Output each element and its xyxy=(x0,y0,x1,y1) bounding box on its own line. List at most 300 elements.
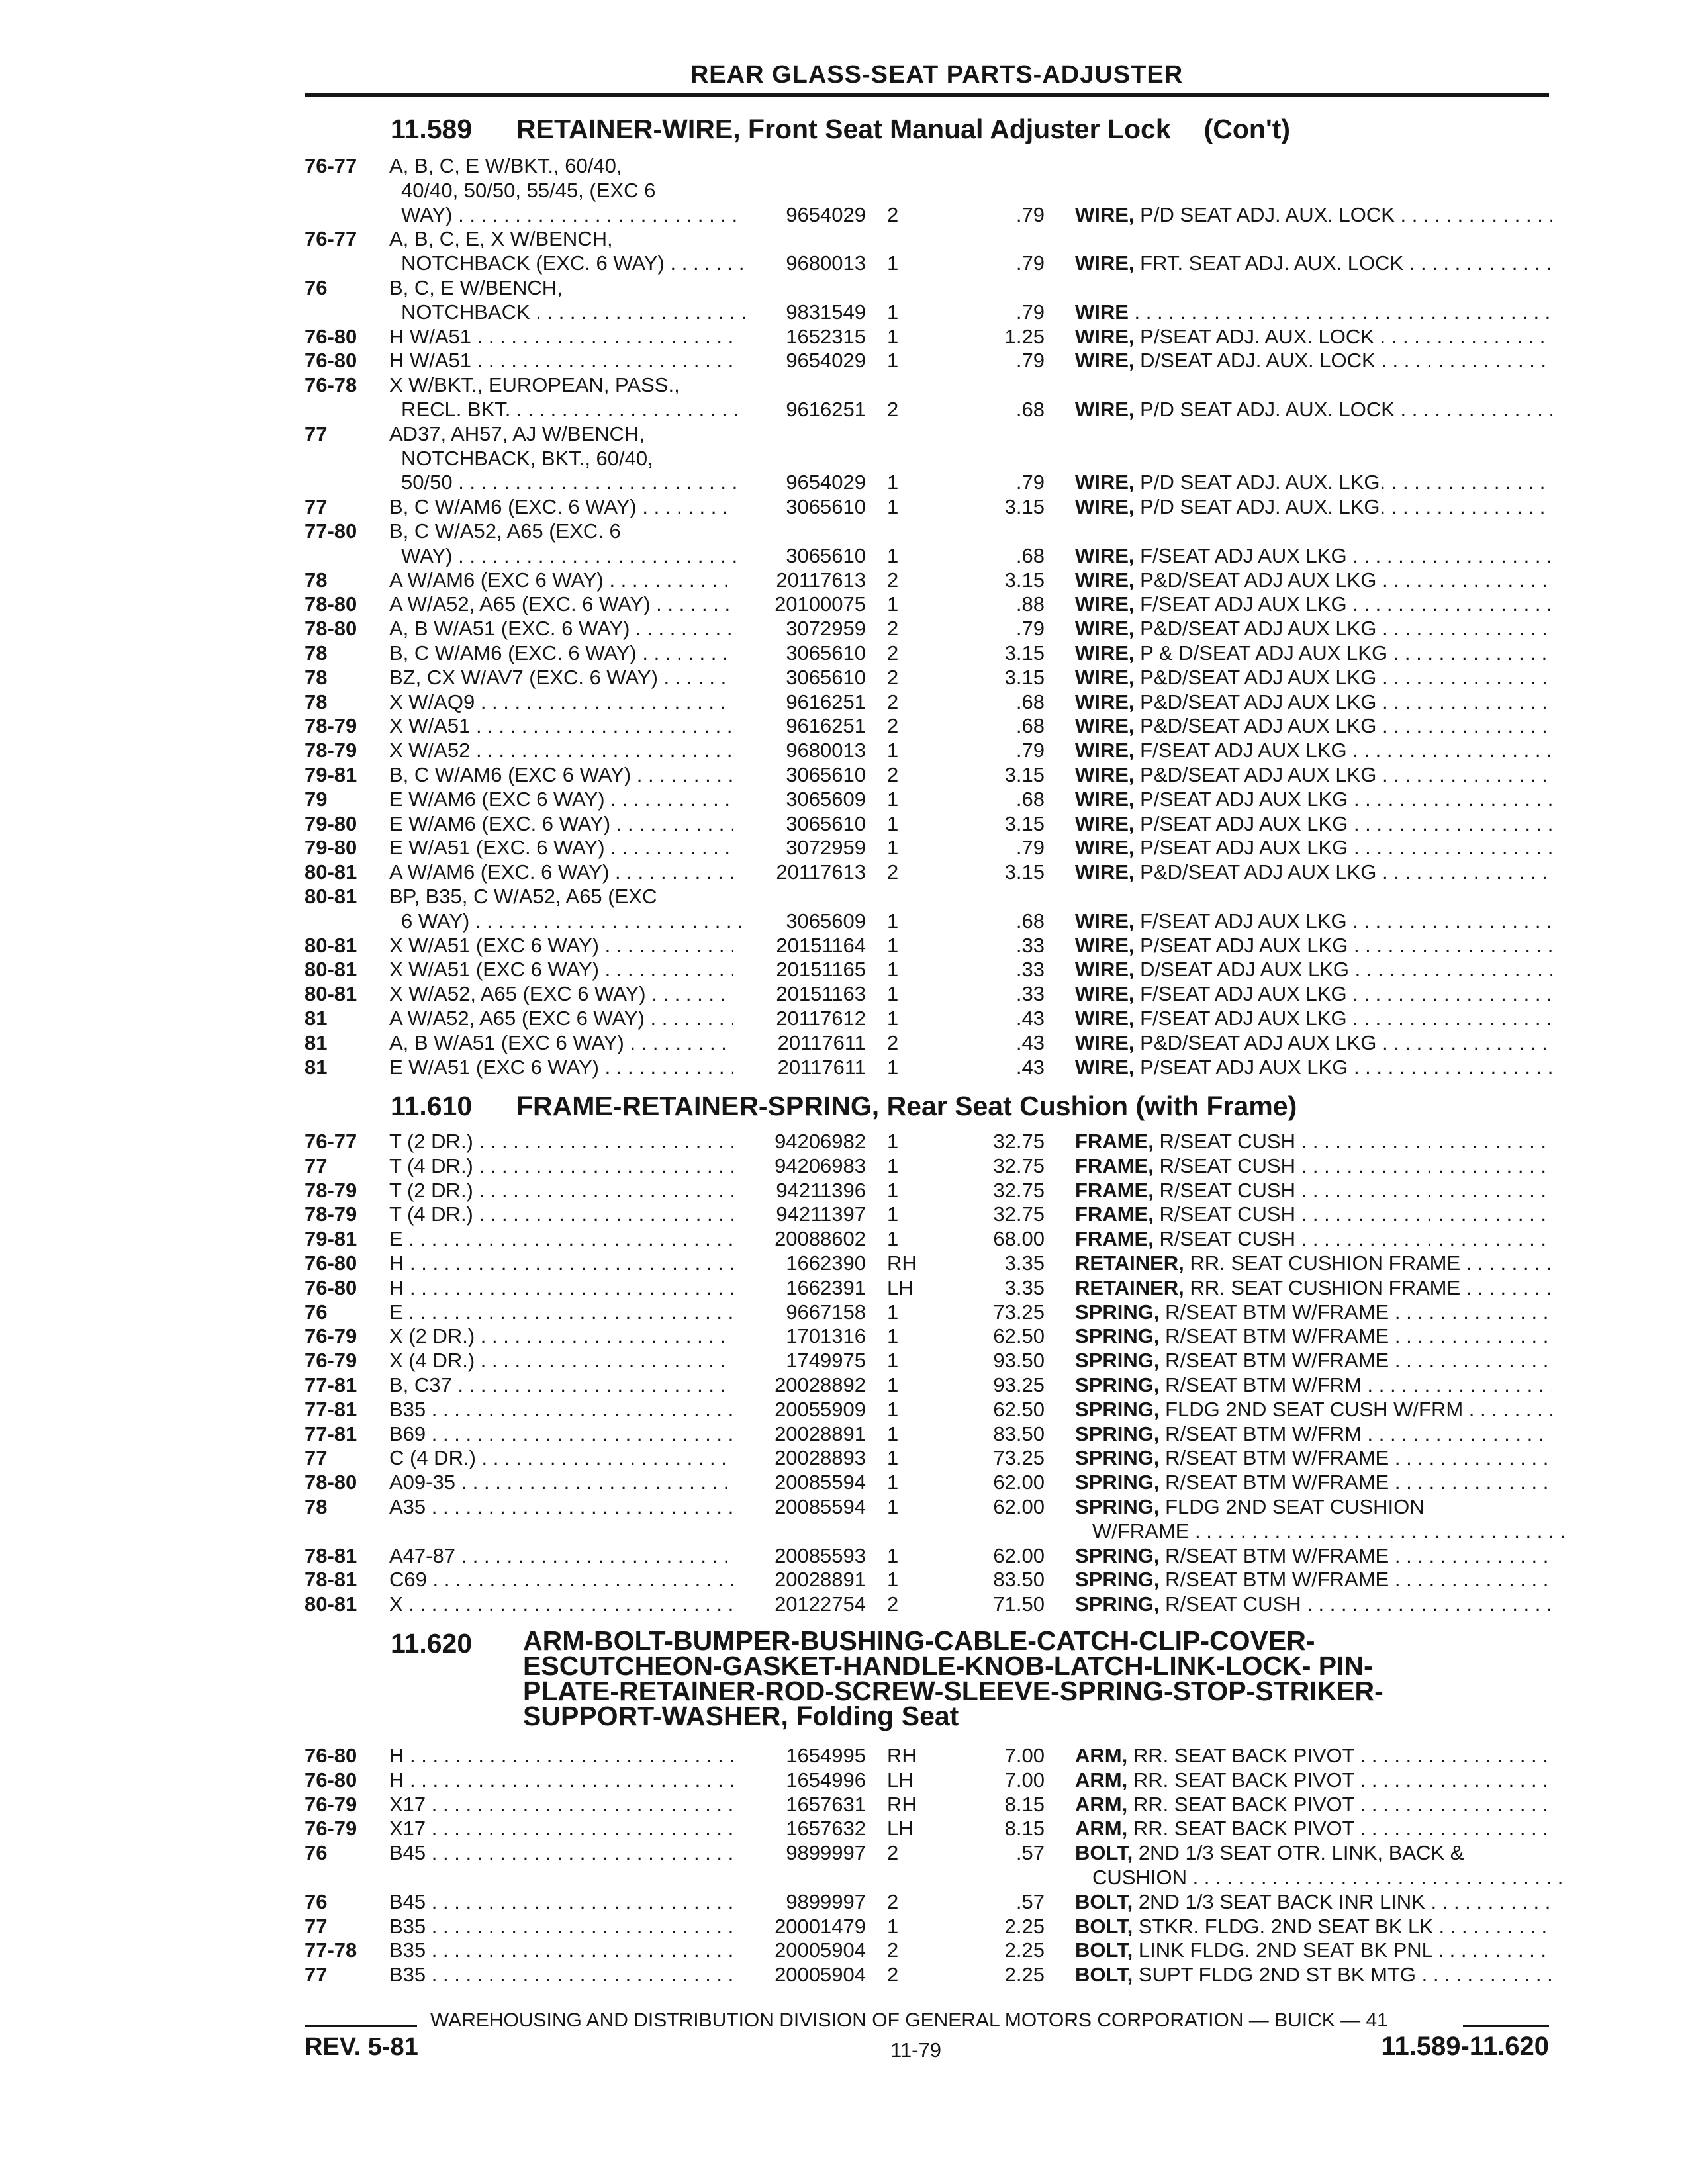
part-name-detail: P/SEAT ADJ AUX LKG xyxy=(1134,811,1348,835)
model-year: 77 xyxy=(305,422,328,445)
table-row xyxy=(0,1373,1688,1397)
revision-label: REV. 5-81 xyxy=(305,2033,418,2061)
quantity: 1 xyxy=(887,1324,899,1348)
price: .79 xyxy=(1015,203,1045,226)
part-name-detail: P/SEAT ADJ AUX LKG xyxy=(1134,1055,1348,1079)
model-description: X17 . . . xyxy=(389,1816,733,1841)
model-description: H . . . xyxy=(389,1768,733,1792)
part-name-detail: P&D/SEAT ADJ AUX LKG xyxy=(1134,568,1377,592)
part-number: 1662391 xyxy=(786,1275,866,1299)
quantity: 1 xyxy=(887,1446,899,1470)
part-name-keyword: SPRING, xyxy=(1075,1568,1160,1592)
part-number: 9667158 xyxy=(786,1300,866,1324)
part-number: 20085594 xyxy=(774,1495,866,1518)
quantity: 2 xyxy=(887,714,899,738)
table-row xyxy=(0,957,1688,981)
quantity: 1 xyxy=(887,836,899,860)
part-name xyxy=(1075,1889,1552,1914)
price: 2.25 xyxy=(1004,1914,1045,1938)
model-description: A35 . . . xyxy=(389,1494,733,1519)
table-row xyxy=(0,1178,1688,1203)
model-year: 80-81 xyxy=(305,982,357,1006)
part-number: 20005904 xyxy=(774,1963,866,1987)
model-description: X W/A52, A65 (EXC 6 WAY) . . . xyxy=(389,981,733,1006)
part-name-keyword: WIRE, xyxy=(1075,251,1135,275)
table-row xyxy=(0,1445,1688,1470)
part-number: 1657632 xyxy=(786,1817,866,1841)
part-name xyxy=(1075,981,1552,1006)
part-number: 94206983 xyxy=(774,1154,866,1177)
part-name xyxy=(1075,300,1552,324)
part-number: 1657631 xyxy=(786,1792,866,1816)
table-row xyxy=(0,738,1688,762)
quantity: 1 xyxy=(887,1471,899,1494)
part-number: 1662390 xyxy=(786,1251,866,1275)
table-row xyxy=(0,324,1688,349)
price: .79 xyxy=(1015,349,1045,373)
quantity: 1 xyxy=(887,1300,899,1324)
section-title: RETAINER-WIRE, Front Seat Manual Adjuster Lock xyxy=(516,114,1171,144)
price: 2.25 xyxy=(1004,1938,1045,1962)
table-row xyxy=(0,203,1688,227)
part-name-detail: P&D/SEAT ADJ AUX LKG xyxy=(1134,617,1377,641)
model-year: 78 xyxy=(305,665,328,689)
model-year: 78-79 xyxy=(305,739,357,762)
part-name xyxy=(1075,543,1552,568)
part-name xyxy=(1075,1275,1552,1300)
model-year: 81 xyxy=(305,1030,328,1054)
part-name xyxy=(1075,1226,1552,1251)
price: 62.00 xyxy=(993,1495,1045,1518)
price: .79 xyxy=(1015,300,1045,324)
part-number: 20117613 xyxy=(776,860,866,884)
part-number: 9899997 xyxy=(786,1889,866,1913)
part-name-keyword: BOLT, xyxy=(1075,1963,1133,1987)
part-name-keyword: WIRE, xyxy=(1075,763,1135,786)
part-name-keyword: SPRING, xyxy=(1075,1422,1160,1445)
part-name-detail: P&D/SEAT ADJ AUX LKG xyxy=(1134,763,1377,786)
quantity: 1 xyxy=(887,811,899,835)
model-description: B35 . . . xyxy=(389,1397,733,1422)
part-name-keyword: WIRE, xyxy=(1075,787,1135,811)
quantity: 1 xyxy=(887,787,899,811)
model-year: 81 xyxy=(305,1007,328,1030)
part-name xyxy=(1075,762,1552,787)
part-name-keyword: WIRE, xyxy=(1075,958,1135,981)
price: 2.25 xyxy=(1004,1963,1045,1987)
model-year: 78-80 xyxy=(305,592,357,616)
model-description: B, C W/AM6 (EXC. 6 WAY) . . . xyxy=(389,641,733,665)
part-name xyxy=(1075,1543,1552,1568)
part-name-keyword: SPRING, xyxy=(1075,1446,1160,1470)
part-name-keyword: FRAME, xyxy=(1075,1227,1154,1251)
model-description: H . . . xyxy=(389,1251,733,1275)
part-name-keyword: SPRING, xyxy=(1075,1397,1160,1421)
part-name xyxy=(1075,1251,1552,1275)
model-description: X W/A51 (EXC 6 WAY) . . . xyxy=(389,933,733,958)
quantity: 1 xyxy=(887,1397,899,1421)
price: 62.00 xyxy=(993,1471,1045,1494)
table-row xyxy=(0,1816,1688,1841)
table-row xyxy=(0,713,1688,738)
model-year: 77 xyxy=(305,1914,328,1938)
part-name-detail: R/SEAT BTM W/FRAME xyxy=(1159,1324,1389,1348)
model-description: X . . . xyxy=(389,1592,733,1616)
section-note: (Con't) xyxy=(1203,114,1291,144)
part-name-detail: RR. SEAT BACK PIVOT xyxy=(1127,1744,1355,1767)
table-row xyxy=(0,1865,1688,1889)
table-row xyxy=(0,1592,1688,1616)
part-name xyxy=(1075,1202,1552,1226)
part-name xyxy=(1075,1567,1552,1592)
part-name-keyword: ARM, xyxy=(1075,1817,1128,1841)
price: 3.35 xyxy=(1004,1275,1045,1299)
table-row xyxy=(0,1889,1688,1914)
part-name-detail: R/SEAT CUSH xyxy=(1153,1130,1295,1153)
part-number: 20151164 xyxy=(776,933,866,957)
quantity: LH xyxy=(887,1275,914,1299)
table-row xyxy=(0,226,1688,251)
model-description: X W/AQ9 . . . xyxy=(389,690,733,714)
part-name xyxy=(1075,1373,1552,1397)
part-name-detail: P&D/SEAT ADJ AUX LKG xyxy=(1134,665,1377,689)
part-number: 20088602 xyxy=(774,1227,866,1251)
part-name-keyword: SPRING, xyxy=(1075,1349,1160,1373)
model-description: A W/AM6 (EXC. 6 WAY) . . . xyxy=(389,860,733,884)
model-description: X (4 DR.) . . . xyxy=(389,1348,733,1373)
part-number: 3065610 xyxy=(786,811,866,835)
table-row xyxy=(0,909,1688,933)
table-row xyxy=(0,178,1688,203)
model-year: 76-80 xyxy=(305,349,357,373)
part-name xyxy=(1075,1816,1552,1841)
part-name-detail: RR. SEAT BACK PIVOT xyxy=(1127,1792,1355,1816)
quantity: LH xyxy=(887,1768,914,1792)
part-name-keyword: WIRE, xyxy=(1075,690,1135,713)
table-row xyxy=(0,592,1688,616)
quantity: 1 xyxy=(887,300,899,324)
part-name xyxy=(1075,1324,1552,1348)
model-description: A, B W/A51 (EXC. 6 WAY) . . . xyxy=(389,616,733,641)
table-row xyxy=(0,1519,1688,1543)
model-description: A, B, C, E, X W/BENCH, xyxy=(389,227,613,251)
part-name xyxy=(1075,860,1552,884)
part-name-keyword: WIRE, xyxy=(1075,617,1135,641)
part-number: 9654029 xyxy=(786,471,866,494)
model-description: B45 . . . xyxy=(389,1841,733,1865)
table-row xyxy=(0,1768,1688,1792)
model-year: 79 xyxy=(305,787,328,811)
model-year: 77-81 xyxy=(305,1422,357,1445)
model-description: BZ, CX W/AV7 (EXC. 6 WAY) . . . xyxy=(389,665,733,690)
quantity: 1 xyxy=(887,495,899,519)
model-description: C69 . . . xyxy=(389,1567,733,1592)
part-number: 20085593 xyxy=(774,1543,866,1567)
table-row xyxy=(0,1275,1688,1300)
part-name xyxy=(1075,1348,1552,1373)
price: .33 xyxy=(1015,933,1045,957)
price: .43 xyxy=(1015,1055,1045,1079)
model-year: 80-81 xyxy=(305,958,357,981)
model-year: 76-79 xyxy=(305,1349,357,1373)
model-description: B, C W/AM6 (EXC. 6 WAY) . . . xyxy=(389,494,733,519)
model-year: 81 xyxy=(305,1055,328,1079)
quantity: 2 xyxy=(887,398,899,421)
footer-text: WAREHOUSING AND DISTRIBUTION DIVISION OF GENERAL MOTORS CORPORATION — BUICK — 41 xyxy=(430,2009,1388,2031)
model-description: RECL. BKT. . . . xyxy=(401,397,745,422)
table-row xyxy=(0,1792,1688,1817)
section-number: 11.620 xyxy=(391,1628,473,1659)
part-name-keyword: WIRE, xyxy=(1075,568,1135,592)
part-name-keyword: WIRE, xyxy=(1075,641,1135,664)
price: .68 xyxy=(1015,714,1045,738)
part-name-detail: P/D SEAT ADJ. AUX. LKG. xyxy=(1134,495,1386,519)
table-row xyxy=(0,811,1688,836)
table-row xyxy=(0,1470,1688,1494)
price: 8.15 xyxy=(1004,1817,1045,1841)
quantity: RH xyxy=(887,1251,917,1275)
part-name-keyword: WIRE, xyxy=(1075,495,1135,519)
table-row xyxy=(0,1543,1688,1568)
model-year: 77 xyxy=(305,1154,328,1177)
part-name-keyword: FRAME, xyxy=(1075,1154,1154,1177)
model-year: 80-81 xyxy=(305,933,357,957)
table-row xyxy=(0,397,1688,422)
model-year: 78-81 xyxy=(305,1568,357,1592)
part-name-keyword: BOLT, xyxy=(1075,1841,1133,1865)
table-row xyxy=(0,1030,1688,1055)
model-year: 77 xyxy=(305,1963,328,1987)
price: 32.75 xyxy=(993,1154,1045,1177)
model-year: 79-81 xyxy=(305,763,357,786)
part-number: 1654996 xyxy=(786,1768,866,1792)
part-number: 3065609 xyxy=(786,787,866,811)
part-name-detail: FLDG 2ND SEAT CUSH W/FRM xyxy=(1159,1397,1464,1421)
table-row xyxy=(0,348,1688,373)
price: 83.50 xyxy=(993,1422,1045,1445)
quantity: 2 xyxy=(887,568,899,592)
model-year: 76-77 xyxy=(305,154,357,177)
price: 73.25 xyxy=(993,1300,1045,1324)
part-number: 20100075 xyxy=(774,592,866,616)
model-year: 76-79 xyxy=(305,1792,357,1816)
part-name-detail: 2ND 1/3 SEAT BACK INR LINK xyxy=(1133,1889,1425,1913)
part-name-detail: R/SEAT CUSH xyxy=(1153,1203,1295,1226)
part-name-detail: P/D SEAT ADJ. AUX. LKG. xyxy=(1134,471,1386,494)
part-name xyxy=(1075,1792,1552,1817)
part-name-keyword: WIRE, xyxy=(1075,836,1135,860)
price: .79 xyxy=(1015,836,1045,860)
part-name-detail: FLDG 2ND SEAT CUSHION xyxy=(1159,1495,1425,1518)
part-name xyxy=(1075,348,1552,373)
model-description: BP, B35, C W/A52, A65 (EXC xyxy=(389,885,657,908)
quantity: 1 xyxy=(887,324,899,348)
part-name-keyword: FRAME, xyxy=(1075,1203,1154,1226)
part-name-detail: P/SEAT ADJ AUX LKG xyxy=(1134,933,1348,957)
model-description: E W/AM6 (EXC 6 WAY) . . . xyxy=(389,787,733,811)
part-number: 20005904 xyxy=(774,1938,866,1962)
model-year: 79-81 xyxy=(305,1227,357,1251)
quantity: 1 xyxy=(887,349,899,373)
part-name-detail: SUPT FLDG 2ND ST BK MTG xyxy=(1133,1963,1417,1987)
table-row xyxy=(0,1914,1688,1938)
part-name-detail: P&D/SEAT ADJ AUX LKG xyxy=(1134,1030,1377,1054)
part-name xyxy=(1075,1129,1552,1154)
model-description: H W/A51 . . . xyxy=(389,348,733,373)
model-description: A W/AM6 (EXC 6 WAY) . . . xyxy=(389,568,733,592)
part-name-keyword: BOLT, xyxy=(1075,1938,1133,1962)
part-name-keyword: SPRING, xyxy=(1075,1471,1160,1494)
part-number: 20117611 xyxy=(777,1055,866,1079)
quantity: 1 xyxy=(887,1130,899,1153)
part-name-detail: FRT. SEAT ADJ. AUX. LOCK xyxy=(1134,251,1404,275)
part-name-keyword: WIRE, xyxy=(1075,1055,1135,1079)
part-name-detail: P&D/SEAT ADJ AUX LKG xyxy=(1134,714,1377,738)
model-description: H W/A51 . . . xyxy=(389,324,733,349)
part-name-detail: F/SEAT ADJ AUX LKG xyxy=(1134,982,1347,1006)
part-name-detail: R/SEAT BTM W/FRAME xyxy=(1159,1349,1389,1373)
part-name xyxy=(1075,251,1552,275)
part-number: 9616251 xyxy=(786,714,866,738)
part-name-detail: R/SEAT CUSH xyxy=(1153,1178,1295,1202)
price: .33 xyxy=(1015,958,1045,981)
part-name-detail: R/SEAT BTM W/FRM xyxy=(1159,1422,1362,1445)
part-number: 20117613 xyxy=(776,568,866,592)
model-year: 78-80 xyxy=(305,1471,357,1494)
model-description: X W/A51 . . . xyxy=(389,713,733,738)
part-name-keyword: WIRE, xyxy=(1075,543,1135,567)
model-year: 77-81 xyxy=(305,1397,357,1421)
part-name xyxy=(1075,713,1552,738)
model-year: 78-79 xyxy=(305,1178,357,1202)
quantity: 1 xyxy=(887,1914,899,1938)
part-number: 9680013 xyxy=(786,251,866,275)
model-year: 77-78 xyxy=(305,1938,357,1962)
part-name-detail: D/SEAT ADJ. AUX. LOCK xyxy=(1134,349,1376,373)
part-name-continued: W/FRAME . . . xyxy=(1092,1519,1569,1543)
table-row xyxy=(0,1226,1688,1251)
quantity: 2 xyxy=(887,203,899,226)
part-name xyxy=(1075,203,1552,227)
part-number: 3065610 xyxy=(786,641,866,664)
model-description: T (2 DR.) . . . xyxy=(389,1129,733,1154)
part-number: 1654995 xyxy=(786,1744,866,1767)
part-name-detail: F/SEAT ADJ AUX LKG xyxy=(1134,543,1347,567)
model-description: B, C37 . . . xyxy=(389,1373,733,1397)
part-number: 20028891 xyxy=(774,1422,866,1445)
table-row xyxy=(0,933,1688,958)
part-name xyxy=(1075,738,1552,762)
model-year: 78 xyxy=(305,690,328,713)
quantity: 1 xyxy=(887,1178,899,1202)
price: .79 xyxy=(1015,739,1045,762)
model-description: 6 WAY) . . . xyxy=(401,909,745,933)
part-name-keyword: WIRE, xyxy=(1075,1030,1135,1054)
part-name xyxy=(1075,1768,1552,1792)
model-description: T (2 DR.) . . . xyxy=(389,1178,733,1203)
part-name xyxy=(1075,1006,1552,1030)
part-name-keyword: RETAINER, xyxy=(1075,1251,1184,1275)
part-number: 9899997 xyxy=(786,1841,866,1865)
table-row xyxy=(0,762,1688,787)
part-number: 3072959 xyxy=(786,617,866,641)
model-year: 76-80 xyxy=(305,1744,357,1767)
table-row xyxy=(0,251,1688,275)
part-name-detail: F/SEAT ADJ AUX LKG xyxy=(1134,592,1347,616)
part-name-detail: D/SEAT ADJ AUX LKG xyxy=(1134,958,1350,981)
quantity: 1 xyxy=(887,982,899,1006)
model-year: 78-81 xyxy=(305,1543,357,1567)
quantity: 2 xyxy=(887,617,899,641)
table-row xyxy=(0,1494,1688,1519)
model-description: X W/A52 . . . xyxy=(389,738,733,762)
part-name-detail: R/SEAT CUSH xyxy=(1153,1227,1295,1251)
quantity: 1 xyxy=(887,1227,899,1251)
model-description: A W/A52, A65 (EXC. 6 WAY) . . . xyxy=(389,592,733,616)
table-row xyxy=(0,494,1688,519)
part-name-keyword: ARM, xyxy=(1075,1744,1128,1767)
price: 3.15 xyxy=(1004,860,1045,884)
part-name-keyword: WIRE xyxy=(1075,300,1129,324)
footer-rule-left xyxy=(305,2025,417,2027)
price: 8.15 xyxy=(1004,1792,1045,1816)
part-name-keyword: SPRING, xyxy=(1075,1495,1160,1518)
model-description: T (4 DR.) . . . xyxy=(389,1154,733,1178)
part-name xyxy=(1075,494,1552,519)
part-name-detail: F/SEAT ADJ AUX LKG xyxy=(1134,739,1347,762)
price: 3.15 xyxy=(1004,495,1045,519)
model-year: 80-81 xyxy=(305,885,357,908)
table-row xyxy=(0,519,1688,543)
quantity: RH xyxy=(887,1744,917,1767)
quantity: 2 xyxy=(887,1938,899,1962)
model-description: B45 . . . xyxy=(389,1889,733,1914)
quantity: 1 xyxy=(887,1055,899,1079)
section-number: 11.610 xyxy=(391,1091,473,1121)
price: .68 xyxy=(1015,909,1045,933)
model-year: 76-77 xyxy=(305,227,357,251)
part-name-keyword: WIRE, xyxy=(1075,665,1135,689)
model-year: 78 xyxy=(305,1495,328,1518)
quantity: 1 xyxy=(887,1495,899,1518)
part-name xyxy=(1075,909,1552,933)
quantity: 2 xyxy=(887,665,899,689)
model-year: 76-79 xyxy=(305,1324,357,1348)
model-year: 78 xyxy=(305,641,328,664)
quantity: LH xyxy=(887,1817,914,1841)
model-year: 76-80 xyxy=(305,1768,357,1792)
model-year: 76-80 xyxy=(305,1251,357,1275)
part-number: 20151165 xyxy=(776,958,866,981)
model-description: NOTCHBACK . . . xyxy=(401,300,745,324)
table-row xyxy=(0,1202,1688,1226)
part-name xyxy=(1075,641,1552,665)
part-name-detail: R/SEAT BTM W/FRM xyxy=(1159,1373,1362,1396)
price: .68 xyxy=(1015,543,1045,567)
model-year: 77-80 xyxy=(305,520,357,543)
model-year: 77 xyxy=(305,1446,328,1470)
part-name-detail: F/SEAT ADJ AUX LKG xyxy=(1134,909,1347,933)
part-name-detail: R/SEAT BTM W/FRAME xyxy=(1159,1471,1389,1494)
table-row xyxy=(0,446,1688,471)
part-number: 94206982 xyxy=(774,1130,866,1153)
part-name xyxy=(1075,690,1552,714)
part-number: 20028893 xyxy=(774,1446,866,1470)
table-row xyxy=(0,1006,1688,1030)
part-number: 20117612 xyxy=(776,1007,866,1030)
part-number: 20117611 xyxy=(777,1030,866,1054)
quantity: 1 xyxy=(887,933,899,957)
